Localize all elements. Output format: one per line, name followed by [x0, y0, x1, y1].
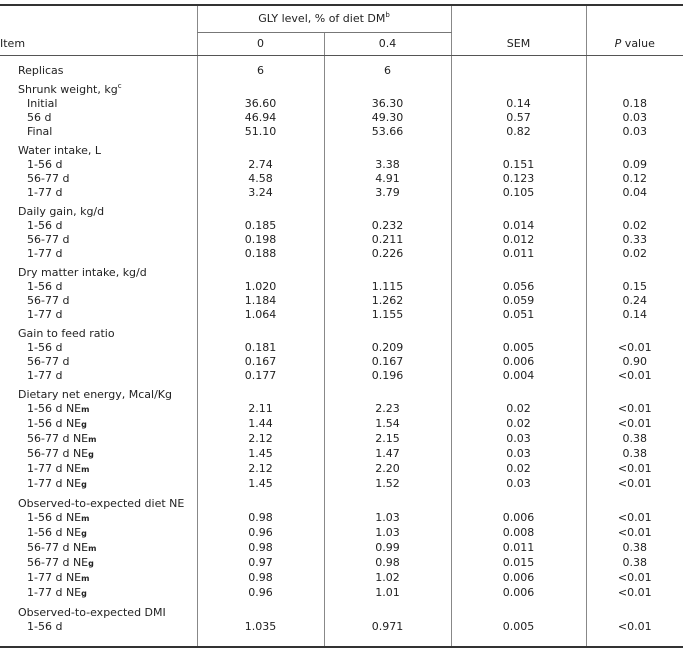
value-0 — [197, 261, 324, 280]
row-label: 1-56 d — [0, 620, 197, 647]
value-04: 1.115 — [324, 280, 451, 294]
p-value: <0.01 — [586, 402, 683, 417]
value-0: 0.98 — [197, 541, 324, 556]
sem-header: SEM — [451, 33, 586, 56]
value-04 — [324, 492, 451, 511]
table-row — [0, 139, 683, 158]
sem-value — [451, 492, 586, 511]
table-row — [0, 571, 683, 586]
table-row — [0, 322, 683, 341]
value-04: 1.03 — [324, 511, 451, 526]
value-0 — [197, 322, 324, 341]
p-value: <0.01 — [586, 571, 683, 586]
row-label: 1-77 d — [27, 186, 63, 199]
table-row — [0, 620, 683, 647]
p-value: 0.12 — [586, 172, 683, 186]
row-label: 56-77 d NEg — [27, 447, 94, 460]
value-04: 0.98 — [324, 556, 451, 571]
value-0 — [197, 139, 324, 158]
p-value — [586, 601, 683, 620]
header-blank-sem — [451, 5, 586, 33]
table-row — [0, 541, 683, 556]
value-04: 49.30 — [324, 111, 451, 125]
sem-value: 0.105 — [451, 186, 586, 200]
sem-value — [451, 261, 586, 280]
sem-value: 0.02 — [451, 417, 586, 432]
p-value: 0.03 — [586, 125, 683, 139]
value-04: 2.15 — [324, 432, 451, 447]
table-row — [0, 601, 683, 620]
p-value: <0.01 — [586, 477, 683, 492]
value-0: 1.184 — [197, 294, 324, 308]
table-row — [0, 462, 683, 477]
sem-value: 0.056 — [451, 280, 586, 294]
row-label: 1-56 d NEm — [27, 511, 90, 524]
p-value — [586, 322, 683, 341]
value-0: 2.12 — [197, 432, 324, 447]
table-row — [0, 125, 683, 139]
row-label: 56-77 d — [27, 355, 70, 368]
p-value: <0.01 — [586, 526, 683, 541]
p-value: 0.14 — [586, 308, 683, 322]
value-0: 2.11 — [197, 402, 324, 417]
p-value: 0.38 — [586, 556, 683, 571]
row-label: 1-56 d — [27, 341, 63, 354]
value-04: 1.52 — [324, 477, 451, 492]
p-value — [586, 261, 683, 280]
row-label: Replicas — [18, 64, 64, 77]
value-04: 1.54 — [324, 417, 451, 432]
row-label: Water intake, L — [18, 144, 101, 157]
table-row — [0, 56, 683, 79]
value-0: 1.44 — [197, 417, 324, 432]
row-label: 56 d — [27, 111, 52, 124]
value-0: 46.94 — [197, 111, 324, 125]
header-row-1 — [0, 5, 683, 33]
p-value: <0.01 — [586, 369, 683, 383]
sem-value: 0.005 — [451, 341, 586, 355]
row-label: 56-77 d — [27, 172, 70, 185]
value-0: 1.035 — [197, 620, 324, 647]
sem-value — [451, 322, 586, 341]
row-label: 56-77 d NEg — [27, 556, 94, 569]
p-value: 0.33 — [586, 233, 683, 247]
p-value: <0.01 — [586, 511, 683, 526]
p-value: 0.18 — [586, 97, 683, 111]
table-row — [0, 233, 683, 247]
table-row — [0, 97, 683, 111]
sem-value: 0.011 — [451, 541, 586, 556]
table-row — [0, 111, 683, 125]
value-0 — [197, 601, 324, 620]
value-0: 0.185 — [197, 219, 324, 233]
p-value: 0.02 — [586, 247, 683, 261]
sem-value — [451, 383, 586, 402]
row-label: 1-56 d NEg — [27, 417, 87, 430]
table-row — [0, 280, 683, 294]
value-0: 6 — [197, 56, 324, 79]
table-row — [0, 308, 683, 322]
table-row — [0, 477, 683, 492]
sem-value: 0.02 — [451, 462, 586, 477]
sem-value — [451, 78, 586, 97]
value-0: 0.188 — [197, 247, 324, 261]
value-04: 0.211 — [324, 233, 451, 247]
header-blank — [0, 5, 197, 33]
sem-value: 0.57 — [451, 111, 586, 125]
value-0: 0.181 — [197, 341, 324, 355]
row-label: 1-77 d — [27, 369, 63, 382]
p-value: 0.02 — [586, 219, 683, 233]
value-04: 1.01 — [324, 586, 451, 601]
value-04: 0.167 — [324, 355, 451, 369]
value-0: 1.020 — [197, 280, 324, 294]
value-0: 1.45 — [197, 447, 324, 462]
row-label: 56-77 d NEm — [27, 541, 97, 554]
value-04: 6 — [324, 56, 451, 79]
sem-value — [451, 601, 586, 620]
value-04: 4.91 — [324, 172, 451, 186]
table-row — [0, 556, 683, 571]
table-row — [0, 447, 683, 462]
value-0: 4.58 — [197, 172, 324, 186]
p-value: 0.38 — [586, 541, 683, 556]
p-value: <0.01 — [586, 620, 683, 647]
sem-value: 0.03 — [451, 477, 586, 492]
row-label: Observed-to-expected diet NE — [18, 497, 185, 510]
value-04: 0.209 — [324, 341, 451, 355]
table-row — [0, 78, 683, 97]
p-value: 0.04 — [586, 186, 683, 200]
row-label: Dry matter intake, kg/d — [18, 266, 147, 279]
row-label: 1-56 d NEm — [27, 402, 90, 415]
row-label: 1-77 d — [27, 308, 63, 321]
sem-value: 0.012 — [451, 233, 586, 247]
p-value — [586, 383, 683, 402]
row-label: 1-77 d NEg — [27, 477, 87, 490]
value-04: 1.03 — [324, 526, 451, 541]
value-04 — [324, 322, 451, 341]
value-04: 0.99 — [324, 541, 451, 556]
row-label: 56-77 d — [27, 233, 70, 246]
sem-value: 0.03 — [451, 447, 586, 462]
p-value: 0.90 — [586, 355, 683, 369]
sem-value: 0.123 — [451, 172, 586, 186]
p-value: 0.24 — [586, 294, 683, 308]
row-label: 1-77 d — [27, 247, 63, 260]
table-row — [0, 383, 683, 402]
sem-value: 0.014 — [451, 219, 586, 233]
table-row — [0, 219, 683, 233]
sem-value: 0.006 — [451, 586, 586, 601]
sem-value: 0.03 — [451, 432, 586, 447]
row-label: 1-77 d NEm — [27, 571, 90, 584]
row-label: 56-77 d — [27, 294, 70, 307]
sem-value: 0.14 — [451, 97, 586, 111]
table-row — [0, 158, 683, 172]
sem-value: 0.82 — [451, 125, 586, 139]
value-04: 3.38 — [324, 158, 451, 172]
value-04: 1.47 — [324, 447, 451, 462]
value-0: 0.177 — [197, 369, 324, 383]
value-04: 3.79 — [324, 186, 451, 200]
value-04 — [324, 601, 451, 620]
table-row — [0, 402, 683, 417]
value-0: 3.24 — [197, 186, 324, 200]
row-label: Shrunk weight, $kg^c$ — [18, 82, 122, 96]
sem-value — [451, 200, 586, 219]
row-label: Gain to feed ratio — [18, 327, 115, 340]
sem-value: 0.006 — [451, 355, 586, 369]
value-04: 0.196 — [324, 369, 451, 383]
sem-value: 0.006 — [451, 571, 586, 586]
p-value: <0.01 — [586, 462, 683, 477]
row-label: 1-56 d NEg — [27, 526, 87, 539]
col-0-header: 0 — [197, 33, 324, 56]
value-0: 0.98 — [197, 571, 324, 586]
sem-value: 0.151 — [451, 158, 586, 172]
value-04: 53.66 — [324, 125, 451, 139]
p-value — [586, 78, 683, 97]
header-blank-p — [586, 5, 683, 33]
value-04 — [324, 261, 451, 280]
sem-value: 0.011 — [451, 247, 586, 261]
row-label: 1-56 d — [27, 219, 63, 232]
value-04 — [324, 383, 451, 402]
table-row — [0, 355, 683, 369]
sem-value: 0.015 — [451, 556, 586, 571]
row-label: Daily gain, kg/d — [18, 205, 105, 218]
value-0: 36.60 — [197, 97, 324, 111]
value-0 — [197, 492, 324, 511]
value-04: 2.20 — [324, 462, 451, 477]
p-value — [586, 492, 683, 511]
table-row — [0, 369, 683, 383]
p-value: 0.15 — [586, 280, 683, 294]
row-label: 56-77 d NEm — [27, 432, 97, 445]
value-04 — [324, 200, 451, 219]
row-label: Final — [27, 125, 53, 138]
row-label: Observed-to-expected DMI — [18, 606, 166, 619]
table-body — [0, 56, 683, 648]
col-04-header: 0.4 — [324, 33, 451, 56]
value-0 — [197, 200, 324, 219]
row-label: 1-77 d NEm — [27, 462, 90, 475]
item-header: Item — [0, 33, 197, 56]
value-04: 0.226 — [324, 247, 451, 261]
p-value — [586, 56, 683, 79]
value-0: 0.98 — [197, 511, 324, 526]
table-row — [0, 294, 683, 308]
value-04: 2.23 — [324, 402, 451, 417]
row-label: Initial — [27, 97, 58, 110]
sem-value: 0.004 — [451, 369, 586, 383]
p-value: 0.09 — [586, 158, 683, 172]
value-04 — [324, 78, 451, 97]
table-row — [0, 247, 683, 261]
table-row — [0, 511, 683, 526]
value-0 — [197, 383, 324, 402]
sem-value: 0.02 — [451, 402, 586, 417]
table-row — [0, 261, 683, 280]
header-row-2 — [0, 33, 683, 56]
value-04: 1.155 — [324, 308, 451, 322]
value-0: 51.10 — [197, 125, 324, 139]
sem-value — [451, 139, 586, 158]
gly-level-header: GLY level, % of diet $DM^b$ — [197, 5, 451, 33]
table-row — [0, 186, 683, 200]
value-0: 0.97 — [197, 556, 324, 571]
table-row — [0, 341, 683, 355]
value-0: 0.167 — [197, 355, 324, 369]
value-0: 0.96 — [197, 586, 324, 601]
p-value — [586, 200, 683, 219]
value-04: 1.262 — [324, 294, 451, 308]
value-0: 0.198 — [197, 233, 324, 247]
value-0: 1.45 — [197, 477, 324, 492]
row-label: 1-56 d — [27, 158, 63, 171]
table-row — [0, 200, 683, 219]
table-row — [0, 417, 683, 432]
value-0: 2.74 — [197, 158, 324, 172]
sem-value: 0.059 — [451, 294, 586, 308]
sem-value — [451, 56, 586, 79]
value-0 — [197, 78, 324, 97]
p-value: <0.01 — [586, 586, 683, 601]
value-04: 1.02 — [324, 571, 451, 586]
table-row — [0, 586, 683, 601]
row-label: 1-56 d — [27, 280, 63, 293]
p-value-header: P value — [586, 33, 683, 56]
results-table — [0, 4, 683, 648]
table-row — [0, 492, 683, 511]
value-04: 0.971 — [324, 620, 451, 647]
value-04 — [324, 139, 451, 158]
value-04: 0.232 — [324, 219, 451, 233]
row-label: 1-77 d NEg — [27, 586, 87, 599]
p-value: 0.38 — [586, 432, 683, 447]
row-label: Dietary net energy, Mcal/Kg — [18, 388, 172, 401]
value-0: 2.12 — [197, 462, 324, 477]
table-row — [0, 432, 683, 447]
table-row — [0, 172, 683, 186]
p-value: 0.03 — [586, 111, 683, 125]
value-0: 1.064 — [197, 308, 324, 322]
value-0: 0.96 — [197, 526, 324, 541]
table-row — [0, 526, 683, 541]
sem-value: 0.008 — [451, 526, 586, 541]
p-value — [586, 139, 683, 158]
sem-value: 0.051 — [451, 308, 586, 322]
p-value: 0.38 — [586, 447, 683, 462]
sem-value: 0.005 — [451, 620, 586, 647]
sem-value: 0.006 — [451, 511, 586, 526]
p-value: <0.01 — [586, 341, 683, 355]
value-04: 36.30 — [324, 97, 451, 111]
p-value: <0.01 — [586, 417, 683, 432]
